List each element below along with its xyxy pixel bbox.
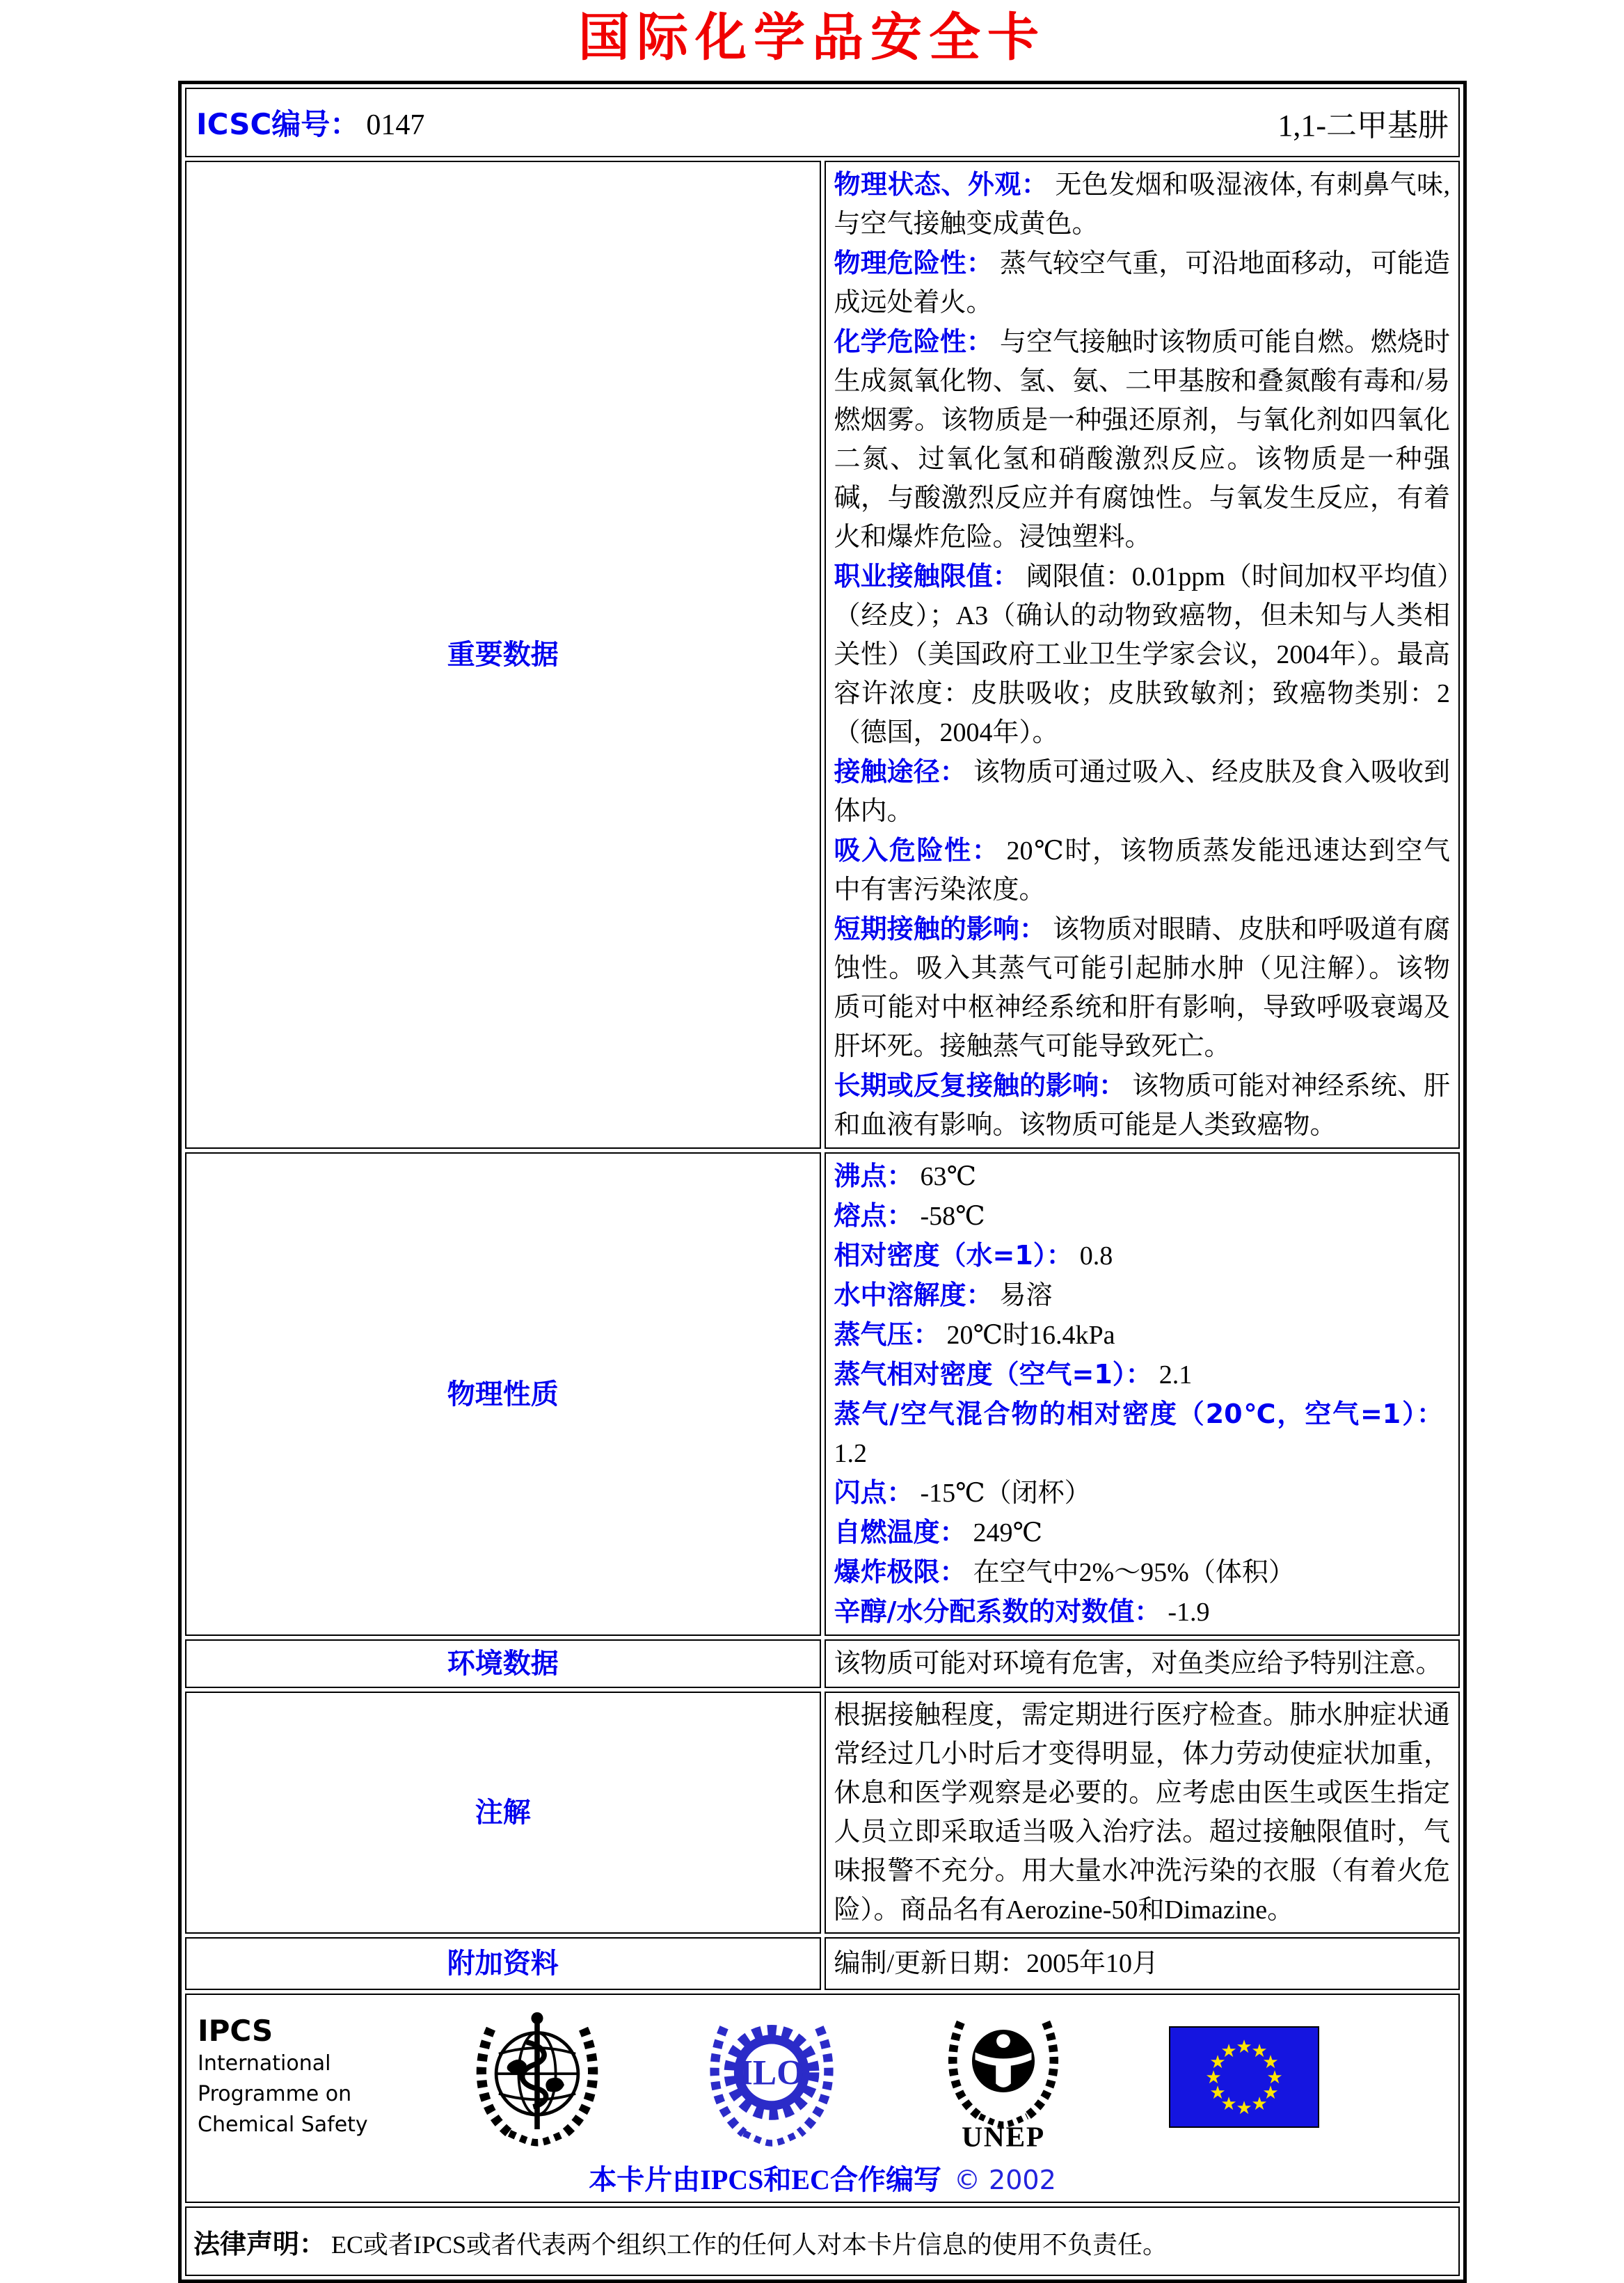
copyright-text: © 2002: [953, 2165, 1056, 2195]
section-label-important-data: 重要数据: [185, 161, 821, 1149]
eu-star-icon: ★: [1205, 2067, 1222, 2088]
field-row: [834, 752, 1451, 831]
field-row: [834, 1315, 1451, 1355]
important-data-row: [185, 161, 1460, 1149]
section-label-notes: 注解: [185, 1692, 821, 1934]
eu-star-icon: ★: [1209, 2083, 1226, 2103]
field-label: 闪点：: [834, 1477, 914, 1508]
logos-cell: [185, 1994, 1460, 2203]
field-value: 该物质可通过吸入、经皮肤及食入吸收到体内。: [834, 758, 1450, 826]
additional-info-content: [825, 1937, 1460, 1990]
header-row: [185, 88, 1460, 157]
field-row: [834, 1592, 1451, 1632]
field-row: [834, 831, 1451, 909]
ipcs-subtitle-line: Programme on: [198, 2082, 352, 2106]
additional-info-row: [185, 1937, 1460, 1990]
header-cell: [185, 88, 1460, 157]
field-label: 熔点：: [834, 1200, 914, 1231]
field-row: [834, 1275, 1451, 1315]
field-row: [834, 1236, 1451, 1275]
field-label: 水中溶解度：: [834, 1280, 993, 1310]
section-label-additional-info: 附加资料: [185, 1937, 821, 1990]
unep-letters: UNEP: [962, 2120, 1046, 2151]
field-value: 该物质对眼睛、皮肤和呼吸道有腐蚀性。吸入其蒸气可能引起肺水肿（见注解）。该物质可能对中枢神经系统和肝有影响，导致呼吸衰竭及肝坏死。接触蒸气可能导致死亡。: [834, 915, 1450, 1061]
field-label: 蒸气相对密度（空气=1）：: [834, 1359, 1152, 1390]
page-title: 国际化学品安全卡: [578, 8, 1046, 67]
field-value: 编制/更新日期：2005年10月: [834, 1949, 1159, 1978]
field-row: [834, 909, 1451, 1066]
eu-flag-icon: [1169, 2026, 1319, 2128]
chemical-name: 1,1-二甲基肼: [1277, 109, 1449, 143]
field-value: 阈限值：0.01ppm（时间加权平均值）（经皮）；A3（确认的动物致癌物，但未知与人类相关性）（美国政府工业卫生学家会议，2004年）。最高容许浓度：皮肤吸收；皮肤致敏剂；致癌物类别：2（德国，2004年）。: [834, 562, 1450, 747]
section-label-environmental-data: 环境数据: [185, 1639, 821, 1688]
field-row: [834, 1473, 1451, 1513]
eu-star-icon: ★: [1236, 2037, 1252, 2058]
icsc-number-label: ICSC编号：: [196, 107, 360, 141]
field-value: 1.2: [834, 1439, 867, 1468]
ipcs-subtitle-line: Chemical Safety: [198, 2113, 368, 2137]
ipcs-acronym: IPCS: [198, 2014, 273, 2048]
eu-star-icon: ★: [1262, 2083, 1279, 2103]
eu-star-icon: ★: [1251, 2094, 1268, 2115]
logos-row: [185, 1994, 1460, 2203]
field-label: 长期或反复接触的影响：: [834, 1070, 1126, 1101]
eu-star-icon: ★: [1220, 2041, 1237, 2062]
field-value: 63℃: [920, 1162, 977, 1191]
field-row: [834, 1513, 1451, 1552]
field-value: 无色发烟和吸湿液体, 有刺鼻气味, 与空气接触变成黄色。: [834, 170, 1450, 239]
field-label: 吸入危险性：: [834, 835, 1000, 866]
important-data-content: [825, 161, 1460, 1149]
legal-label: 法律声明：: [193, 2228, 326, 2259]
credit-text: 本卡片由IPCS和EC合作编写: [589, 2164, 941, 2195]
section-label-physical-properties: 物理性质: [185, 1152, 821, 1636]
field-label: 蒸气压：: [834, 1319, 940, 1350]
credit-line: [186, 2158, 1458, 2197]
icsc-card-table: [178, 81, 1467, 2283]
field-row: [834, 322, 1451, 557]
field-row: [834, 1066, 1451, 1145]
field-value: 该物质可能对环境有危害，对鱼类应给予特别注意。: [834, 1649, 1442, 1678]
field-row: [834, 1552, 1451, 1592]
field-row: [834, 165, 1451, 244]
environmental-data-content: [825, 1639, 1460, 1688]
legal-text: EC或者IPCS或者代表两个组织工作的任何人对本卡片信息的使用不负责任。: [331, 2230, 1168, 2259]
field-value: 与空气接触时该物质可能自燃。燃烧时生成氮氧化物、氢、氨、二甲基胺和叠氮酸有毒和/易燃烟雾。该物质是一种强还原剂，与氧化剂如四氧化二氮、过氧化氢和硝酸激烈反应。该物质是一种强碱，与酸激烈反应并有腐蚀性。与氧发生反应，有着火和爆炸危险。浸蚀塑料。: [834, 328, 1450, 552]
field-row: [834, 557, 1451, 752]
eu-star-icon: ★: [1262, 2052, 1279, 2073]
field-value: 根据接触程度，需定期进行医疗检查。肺水肿症状通常经过几小时后才变得明显，体力劳动使症状加重，休息和医学观察是必要的。应考虑由医生或医生指定人员立即采取适当吸入治疗法。超过接触限值时，气味报警不充分。用大量水冲洗污染的衣服（有着火危险）。商品名有Aerozine-50和Dimazine。: [834, 1701, 1450, 1925]
icsc-number-group: [196, 102, 424, 143]
field-label: 职业接触限值：: [834, 561, 1019, 591]
field-value: 该物质可能对神经系统、肝和血液有影响。该物质可能是人类致癌物。: [834, 1072, 1450, 1140]
field-label: 接触途径：: [834, 756, 966, 787]
field-value: -58℃: [920, 1202, 985, 1231]
field-value: 蒸气较空气重，可沿地面移动，可能造成远处着火。: [834, 249, 1450, 317]
ilo-letters: ILO: [739, 2053, 805, 2093]
field-row: [834, 1156, 1451, 1196]
unep-logo-icon: [941, 2003, 1066, 2151]
eu-star-icon: ★: [1236, 2098, 1252, 2119]
field-value: 20℃时，该物质蒸发能迅速达到空气中有害污染浓度。: [834, 836, 1450, 905]
field-label: 爆炸极限：: [834, 1557, 966, 1587]
field-value: 0.8: [1079, 1241, 1113, 1271]
field-value: 2.1: [1159, 1360, 1193, 1390]
field-value: 在空气中2%～95%（体积）: [973, 1558, 1295, 1587]
who-logo-icon: [471, 2007, 603, 2147]
environmental-data-row: [185, 1639, 1460, 1688]
eu-star-icon: ★: [1209, 2052, 1226, 2073]
field-value: -15℃（闭杯）: [920, 1479, 1091, 1508]
field-label: 蒸气/空气混合物的相对密度（20℃，空气=1）：: [834, 1399, 1443, 1429]
ipcs-subtitle-line: International: [198, 2051, 331, 2076]
field-row: [834, 244, 1451, 322]
field-label: 化学危险性：: [834, 326, 993, 357]
eu-star-icon: ★: [1251, 2041, 1268, 2062]
field-label: 物理状态、外观：: [834, 169, 1049, 200]
field-label: 物理危险性：: [834, 248, 993, 278]
field-value: -1.9: [1168, 1598, 1210, 1627]
eu-star-icon: ★: [1266, 2067, 1283, 2088]
field-row: [834, 1355, 1451, 1394]
ilo-logo-icon: [706, 2007, 838, 2147]
field-label: 沸点：: [834, 1161, 914, 1191]
field-label: 自燃温度：: [834, 1517, 966, 1548]
physical-properties-row: [185, 1152, 1460, 1636]
ipcs-logo-text: [198, 2014, 368, 2140]
field-row: [834, 1196, 1451, 1236]
icsc-number-value: 0147: [366, 109, 425, 141]
notes-row: [185, 1692, 1460, 1934]
field-label: 相对密度（水=1）：: [834, 1240, 1073, 1271]
field-value: 易溶: [999, 1281, 1053, 1310]
field-label: 短期接触的影响：: [834, 914, 1046, 944]
notes-content: [825, 1692, 1460, 1934]
legal-cell: [185, 2206, 1460, 2276]
field-value: 20℃时16.4kPa: [946, 1321, 1115, 1350]
eu-star-icon: ★: [1220, 2094, 1237, 2115]
field-label: 辛醇/水分配系数的对数值：: [834, 1596, 1161, 1627]
field-row: [834, 1394, 1451, 1473]
legal-row: [185, 2206, 1460, 2276]
physical-properties-content: [825, 1152, 1460, 1636]
field-value: 249℃: [973, 1518, 1043, 1548]
